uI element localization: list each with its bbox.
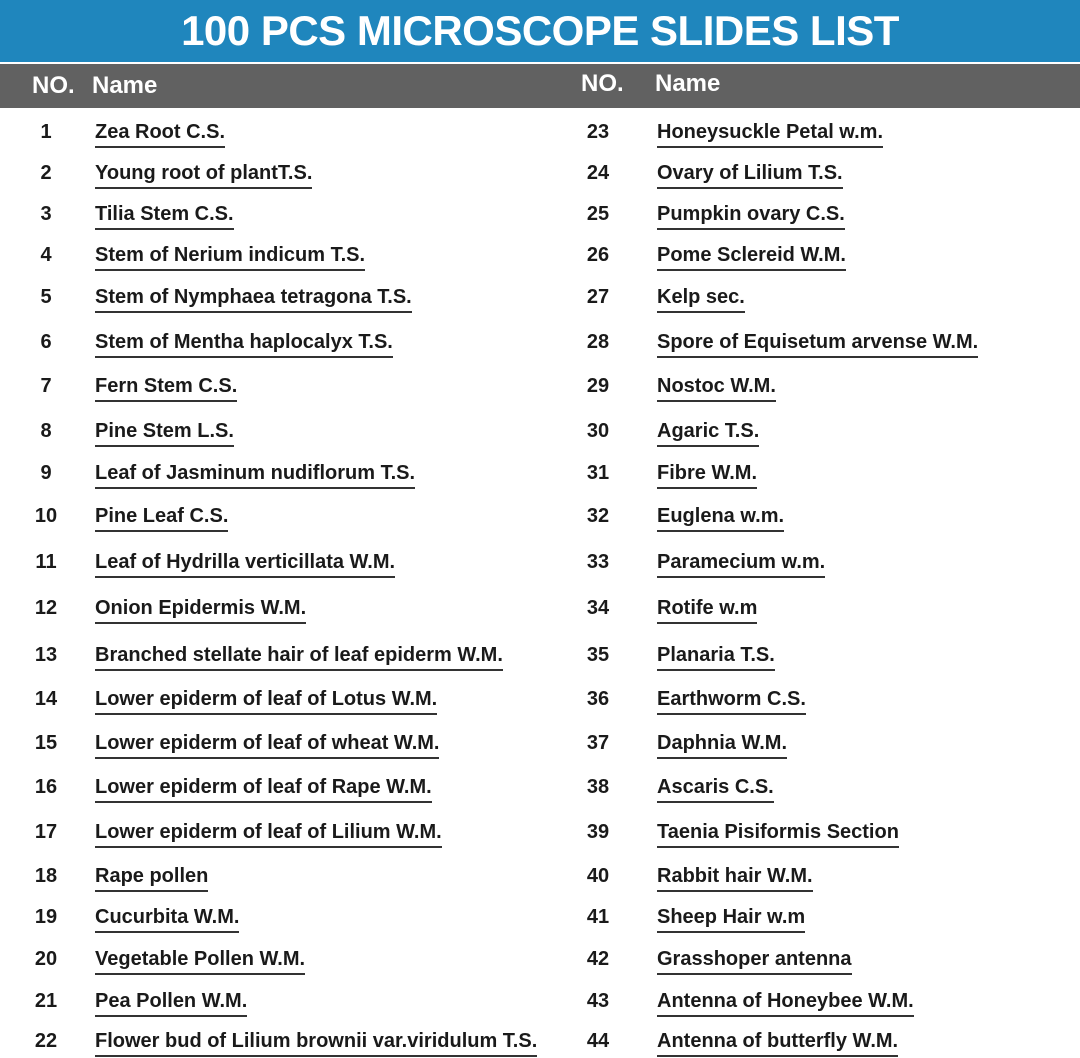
slide-number: 25 (586, 203, 610, 225)
slide-number: 24 (586, 162, 610, 184)
slide-number: 11 (35, 551, 57, 573)
slide-number: 42 (586, 948, 610, 970)
slide-number: 20 (34, 948, 58, 970)
slide-name: Lower epiderm of leaf of Lilium W.M. (95, 819, 442, 848)
list-item (560, 686, 1080, 716)
slide-number: 30 (586, 420, 610, 442)
slide-name: Zea Root C.S. (95, 119, 225, 148)
slide-name: Paramecium w.m. (657, 549, 825, 578)
list-item (0, 119, 560, 149)
title-bar (0, 0, 1080, 62)
slide-name: Branched stellate hair of leaf epiderm W.M. (95, 642, 503, 671)
slide-number: 16 (34, 776, 58, 798)
slide-name: Ovary of Lilium T.S. (657, 160, 843, 189)
slide-name: Kelp sec. (657, 284, 745, 313)
slide-number: 23 (586, 121, 610, 143)
slide-number: 9 (40, 462, 52, 484)
slide-number: 1 (40, 121, 52, 143)
slide-number: 44 (586, 1030, 610, 1052)
slide-name: Antenna of Honeybee W.M. (657, 988, 914, 1017)
slide-number: 3 (40, 203, 52, 225)
list-item (0, 774, 560, 804)
slide-name: Pine Stem L.S. (95, 418, 234, 447)
slide-name: Rotife w.m (657, 595, 757, 624)
list-item (0, 460, 560, 490)
list-item (0, 904, 560, 934)
list-item (560, 284, 1080, 314)
slide-number: 21 (34, 990, 58, 1012)
slide-name: Lower epiderm of leaf of Rape W.M. (95, 774, 432, 803)
slide-number: 27 (586, 286, 610, 308)
slide-name: Lower epiderm of leaf of wheat W.M. (95, 730, 439, 759)
slide-name: Grasshoper antenna (657, 946, 852, 975)
slide-name: Euglena w.m. (657, 503, 784, 532)
slide-name: Onion Epidermis W.M. (95, 595, 306, 624)
slide-name: Pome Sclereid W.M. (657, 242, 846, 271)
slide-name: Pea Pollen W.M. (95, 988, 247, 1017)
slide-number: 36 (586, 688, 610, 710)
slide-name: Spore of Equisetum arvense W.M. (657, 329, 978, 358)
slide-number: 39 (586, 821, 610, 843)
list-item (560, 988, 1080, 1018)
slide-name: Pine Leaf C.S. (95, 503, 228, 532)
list-item (0, 988, 560, 1018)
slide-number: 28 (586, 331, 610, 353)
slide-name: Rape pollen (95, 863, 208, 892)
slide-number: 37 (586, 732, 610, 754)
slide-name: Daphnia W.M. (657, 730, 787, 759)
slide-name: Stem of Mentha haplocalyx T.S. (95, 329, 393, 358)
list-item (0, 595, 560, 625)
slide-name: Lower epiderm of leaf of Lotus W.M. (95, 686, 437, 715)
list-item (0, 160, 560, 190)
list-item (0, 284, 560, 314)
slide-name: Stem of Nymphaea tetragona T.S. (95, 284, 412, 313)
header-no-left: NO. (32, 72, 75, 99)
list-item (0, 242, 560, 272)
slide-number: 17 (34, 821, 58, 843)
slide-number: 43 (586, 990, 610, 1012)
slide-number: 10 (34, 505, 58, 527)
slide-name: Vegetable Pollen W.M. (95, 946, 305, 975)
slide-name: Nostoc W.M. (657, 373, 776, 402)
slide-name: Stem of Nerium indicum T.S. (95, 242, 365, 271)
list-item (560, 819, 1080, 849)
header-name-left: Name (92, 72, 158, 99)
slide-name: Leaf of Hydrilla verticillata W.M. (95, 549, 395, 578)
slide-name: Young root of plantT.S. (95, 160, 312, 189)
slide-number: 22 (34, 1030, 58, 1052)
slide-number: 31 (586, 462, 610, 484)
list-item (0, 863, 560, 893)
slide-number: 5 (40, 286, 52, 308)
list-item (560, 904, 1080, 934)
header-name-right: Name (655, 70, 721, 98)
slide-number: 7 (40, 375, 52, 397)
slide-number: 32 (586, 505, 610, 527)
slide-number: 6 (40, 331, 52, 353)
list-item (0, 549, 560, 579)
slide-number: 35 (586, 644, 610, 666)
list-item (560, 774, 1080, 804)
list-item (560, 119, 1080, 149)
slide-name: Leaf of Jasminum nudiflorum T.S. (95, 460, 415, 489)
list-item (560, 730, 1080, 760)
slide-name: Rabbit hair W.M. (657, 863, 813, 892)
slide-name: Tilia Stem C.S. (95, 201, 234, 230)
list-item (560, 863, 1080, 893)
slide-name: Sheep Hair w.m (657, 904, 805, 933)
slide-number: 14 (34, 688, 58, 710)
list-item (560, 503, 1080, 533)
slide-number: 29 (586, 375, 610, 397)
list-item (560, 418, 1080, 448)
list-item (0, 642, 560, 672)
slide-number: 40 (586, 865, 610, 887)
list-item (560, 642, 1080, 672)
list-item (560, 160, 1080, 190)
slide-number: 12 (34, 597, 58, 619)
list-item (0, 503, 560, 533)
list-item (0, 730, 560, 760)
slide-number: 18 (34, 865, 58, 887)
list-item (0, 946, 560, 976)
list-item (560, 549, 1080, 579)
slide-name: Antenna of butterfly W.M. (657, 1028, 898, 1057)
list-item (560, 595, 1080, 625)
slide-name: Cucurbita W.M. (95, 904, 239, 933)
slide-number: 26 (586, 244, 610, 266)
slide-number: 38 (586, 776, 610, 798)
slide-name: Pumpkin ovary C.S. (657, 201, 845, 230)
list-item (0, 686, 560, 716)
list-item (560, 1028, 1080, 1058)
list-item (560, 201, 1080, 231)
slide-number: 34 (586, 597, 610, 619)
slide-number: 41 (586, 906, 610, 928)
list-item (560, 946, 1080, 976)
list-item (560, 373, 1080, 403)
header-no-right: NO. (581, 70, 624, 98)
slide-name: Fern Stem C.S. (95, 373, 237, 402)
slide-name: Taenia Pisiformis Section (657, 819, 899, 848)
slide-number: 33 (586, 551, 610, 573)
list-item (560, 329, 1080, 359)
slide-name: Fibre W.M. (657, 460, 757, 489)
page-title: 100 PCS MICROSCOPE SLIDES LIST (181, 7, 899, 54)
slide-name: Honeysuckle Petal w.m. (657, 119, 883, 148)
list-item (0, 373, 560, 403)
list-item (0, 819, 560, 849)
slide-name: Agaric T.S. (657, 418, 759, 447)
slide-number: 13 (34, 644, 58, 666)
list-item (0, 201, 560, 231)
slide-number: 15 (34, 732, 58, 754)
slide-name: Earthworm C.S. (657, 686, 806, 715)
list-item (560, 460, 1080, 490)
slide-number: 4 (40, 244, 52, 266)
slide-number: 19 (34, 906, 58, 928)
list-item (560, 242, 1080, 272)
list-item (0, 329, 560, 359)
slide-number: 2 (40, 162, 52, 184)
list-item (0, 418, 560, 448)
slide-name: Flower bud of Lilium brownii var.viridulum T.S. (95, 1028, 537, 1057)
list-item (0, 1028, 560, 1058)
slide-name: Ascaris C.S. (657, 774, 774, 803)
slide-name: Planaria T.S. (657, 642, 775, 671)
slide-number: 8 (40, 420, 52, 442)
table-header (0, 64, 1080, 108)
